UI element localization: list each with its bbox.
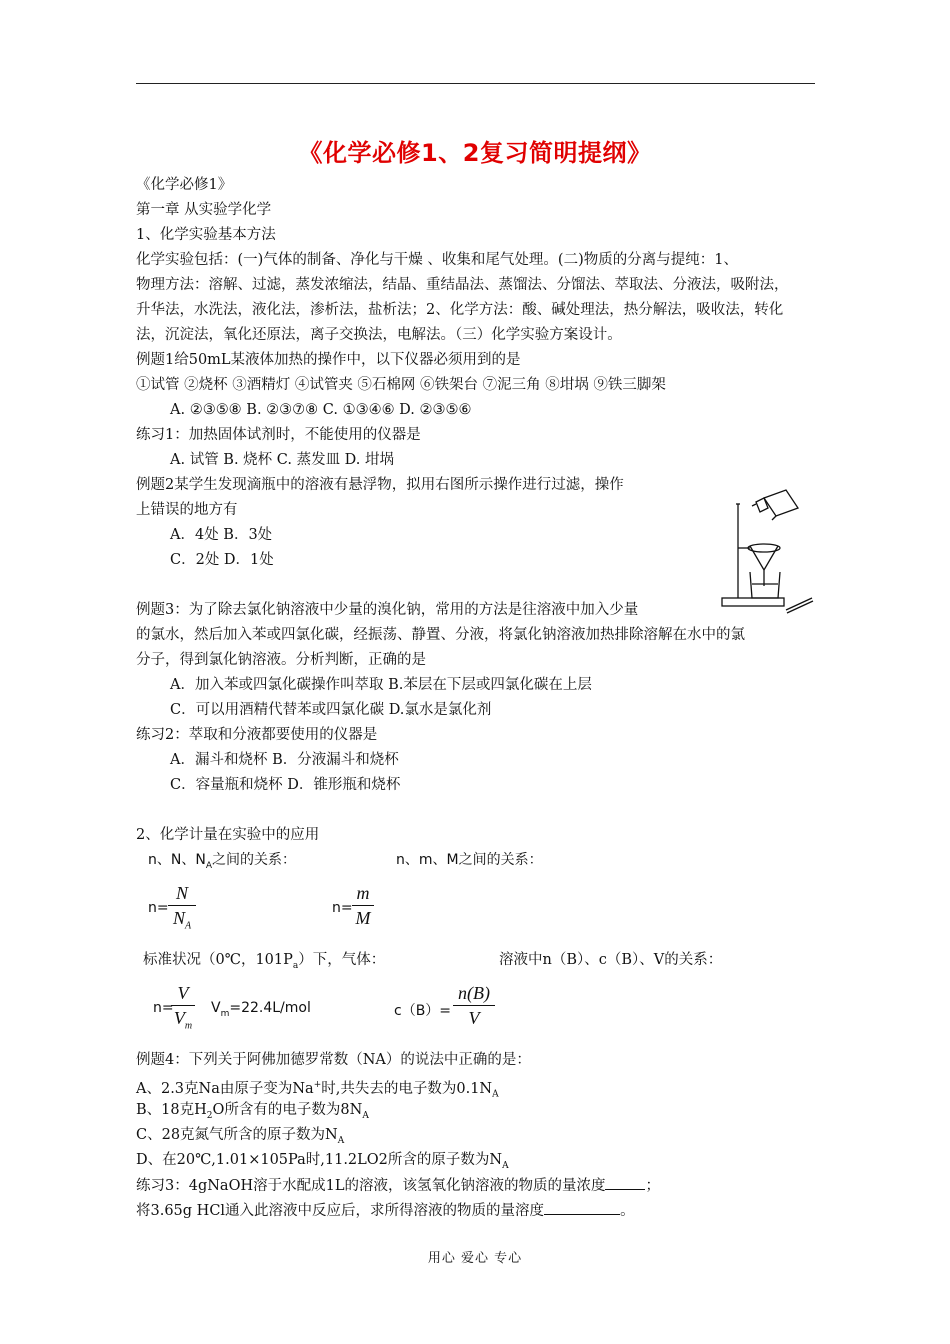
formula-4-fraction: n(B) V — [453, 983, 495, 1029]
practice-1-stem: 练习1：加热固体试剂时，不能使用的仪器是 — [136, 427, 421, 443]
example-1-items: ①试管 ②烧杯 ③酒精灯 ④试管夹 ⑤石棉网 ⑥铁架台 ⑦泥三角 ⑧坩埚 ⑨铁三脚架 — [136, 377, 666, 393]
formula-3-lhs: n= — [153, 1000, 174, 1016]
filtration-apparatus-figure — [716, 486, 816, 614]
section-2-heading: 2、化学计量在实验中的应用 — [136, 827, 320, 843]
example-2-choices: C．2处 D．1处 — [170, 552, 274, 568]
formula-4-lhs: c（B）= — [394, 1003, 452, 1019]
example-4-option-b: B、18克$H_2O$所含有的电子数为$8N_A$ — [136, 1102, 369, 1121]
relation-n-m-label: n、m、M之间的关系： — [396, 852, 543, 868]
practice-3-line: 将3.65g HCl通入此溶液中反应后，求所得溶液的物质的量溶度 。 — [136, 1200, 635, 1221]
example-3-choices: A．加入苯或四氯化碳操作叫萃取 B.苯层在下层或四氯化碳在上层 — [170, 677, 592, 693]
example-3-choices: C．可以用酒精代替苯或四氯化碳 D.氯水是氯化剂 — [170, 702, 492, 718]
example-3-line: 的氯水，然后加入苯或四氯化碳，经振荡、静置、分液，将氯化钠溶液加热排除溶解在水中的氯 — [136, 627, 745, 643]
example-1-stem: 例题1给50mL某液体加热的操作中，以下仪器必须用到的是 — [136, 352, 521, 368]
chapter-heading: 第一章 从实验学化学 — [136, 202, 272, 218]
example-2-stem: 例题2某学生发现滴瓶中的溶液有悬浮物，拟用右图所示操作进行过滤，操作 — [136, 477, 624, 493]
practice-1-choices: A. 试管 B. 烧杯 C. 蒸发皿 D. 坩埚 — [170, 452, 395, 468]
molar-volume-value: $V_m=22.4L$/mol — [211, 1000, 311, 1019]
solution-relation-label: 溶液中n（B）、c（B）、V的关系： — [499, 952, 723, 968]
paragraph-line: 化学实验包括：(一)气体的制备、净化与干燥 、收集和尾气处理。(二)物质的分离与提纯：1、 — [136, 252, 738, 268]
example-3-line: 例题3：为了除去氯化钠溶液中少量的溴化钠，常用的方法是往溶液中加入少量 — [136, 602, 639, 618]
practice-3-line: 练习3：4gNaOH溶于水配成1L的溶液，该氢氧化钠溶液的物质的量浓度 ； — [136, 1175, 660, 1196]
header-rule — [136, 83, 815, 84]
paragraph-line: 物理方法：溶解、过滤，蒸发浓缩法，结晶、重结晶法、蒸馏法、分馏法、萃取法、分液法，吸附法， — [136, 277, 789, 293]
example-4-option-a: A、2.3克Na由原子变为Na+时,共失去的电子数为$0.1N_A$ — [136, 1080, 499, 1100]
section-1-heading: 1、化学实验基本方法 — [136, 227, 276, 243]
formula-3-fraction: V $V_m$ — [171, 983, 195, 1032]
formula-2-fraction: m M — [352, 883, 374, 929]
example-3-line: 分子，得到氯化钠溶液。分析判断，正确的是 — [136, 652, 426, 668]
formula-1-lhs: n= — [148, 900, 169, 916]
practice-2-stem: 练习2：萃取和分液都要使用的仪器是 — [136, 727, 378, 743]
document-title: 《化学必修1、2复习简明提纲》 — [298, 139, 652, 167]
page-footer: 用心 爱心 专心 — [427, 1251, 523, 1266]
book-label: 《化学必修1》 — [136, 177, 233, 193]
formula-2-lhs: n= — [332, 900, 353, 916]
example-4-stem: 例题4：下列关于阿佛加德罗常数（NA）的说法中正确的是： — [136, 1052, 531, 1068]
example-1-choices: A. ②③⑤⑧ B. ②③⑦⑧ C. ①③④⑥ D. ②③⑤⑥ — [170, 402, 472, 418]
example-4-option-c: C、28克氮气所含的原子数为$N_A$ — [136, 1127, 345, 1146]
answer-blank[interactable] — [544, 1200, 620, 1215]
example-2-choices: A．4处 B．3处 — [170, 527, 273, 543]
practice-2-choices: C．容量瓶和烧杯 D．锥形瓶和烧杯 — [170, 777, 401, 793]
example-2-stem-cont: 上错误的地方有 — [136, 502, 238, 518]
formula-1-fraction: N $N_A$ — [168, 883, 196, 932]
standard-condition-label: 标准状况（0℃，$101P_a$）下，气体： — [143, 952, 386, 971]
paragraph-line: 法，沉淀法，氧化还原法，离子交换法，电解法。（三）化学实验方案设计。 — [136, 327, 622, 343]
answer-blank[interactable] — [605, 1175, 645, 1190]
paragraph-line: 升华法，水洗法，液化法，渗析法，盐析法；2、化学方法：酸、碱处理法，热分解法，吸收法，转化 — [136, 302, 784, 318]
example-4-option-d: D、在20℃,1.01×105Pa时,11.2LO2所含的原子数为$N_A$ — [136, 1152, 509, 1171]
relation-n-N-label: n、N、$N_A$之间的关系： — [148, 852, 296, 871]
practice-2-choices: A．漏斗和烧杯 B．分液漏斗和烧杯 — [170, 752, 399, 768]
